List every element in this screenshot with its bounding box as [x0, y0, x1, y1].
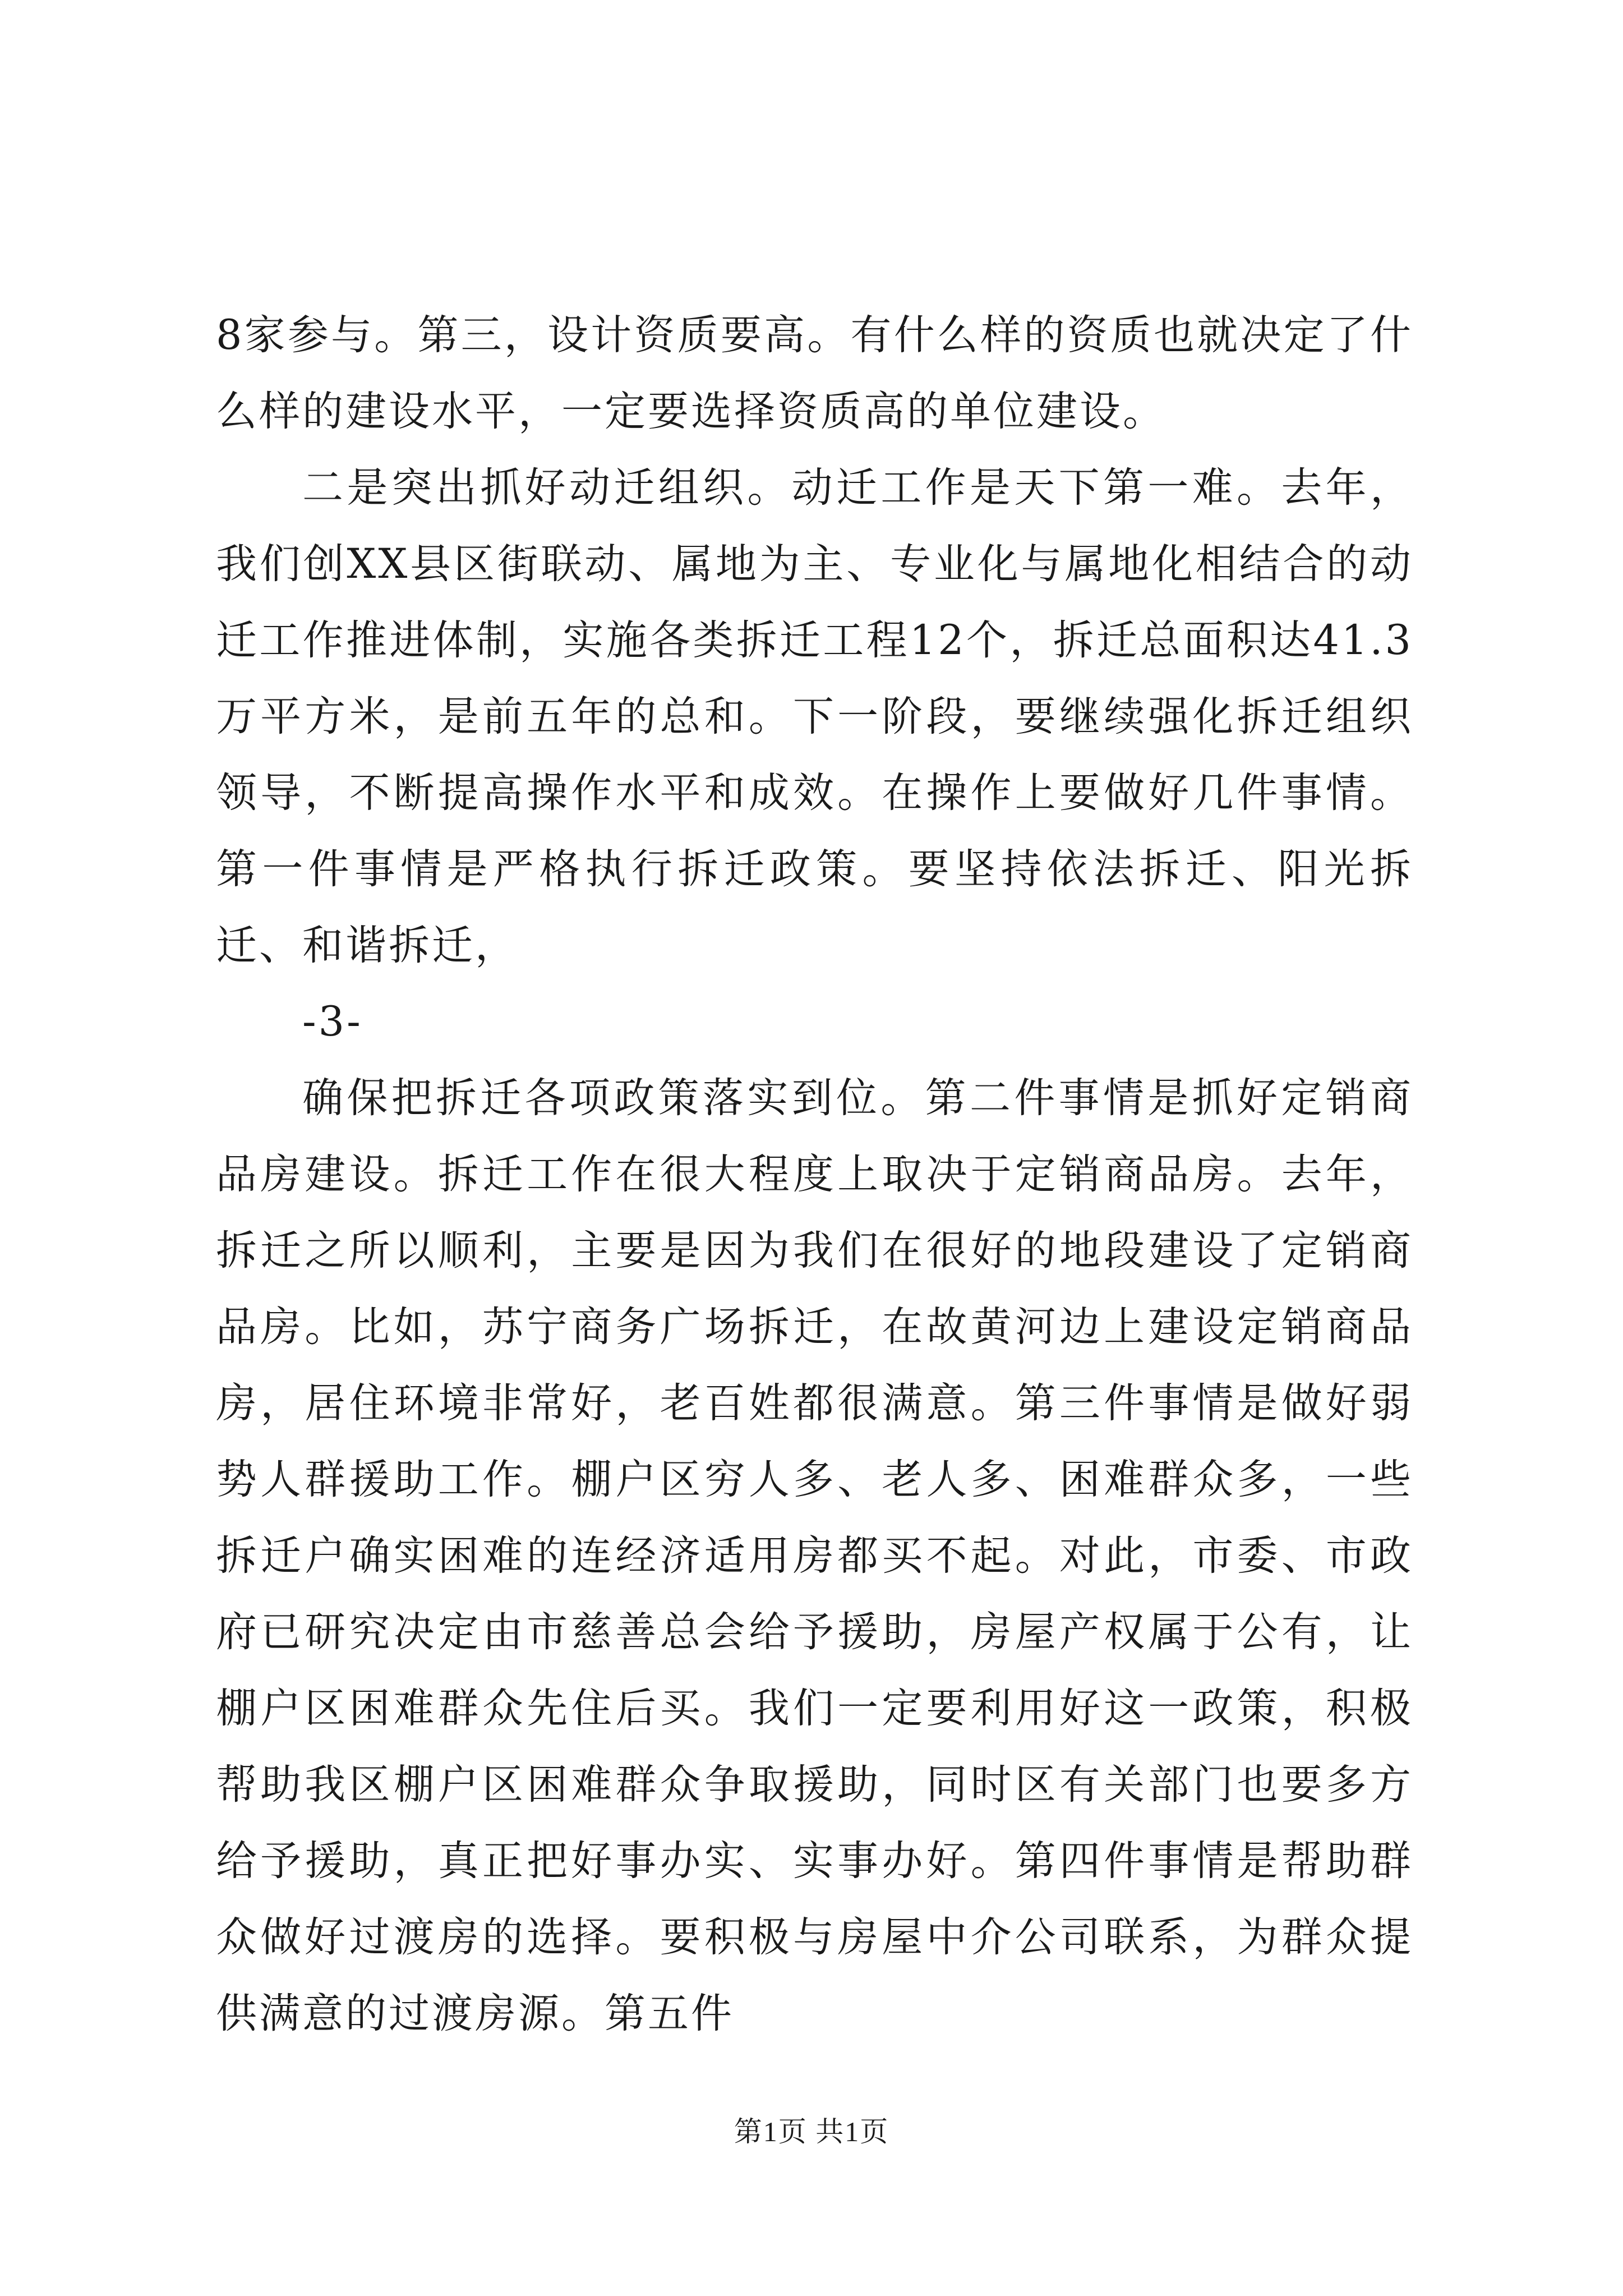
- document-body: [216, 297, 1413, 2052]
- inner-page-number: -3-: [302, 998, 363, 1046]
- page-footer: 第1页 共1页: [734, 2116, 889, 2147]
- paragraph-continuation: 8家参与。第三，设计资质要高。有什么样的资质也就决定了什么样的建设水平，一定要选择资质高的单位建设。: [216, 311, 1413, 435]
- paragraph-policy-implementation: 确保把拆迁各项政策落实到位。第二件事情是抓好定销商品房建设。拆迁工作在很大程度上取决于定销商品房。去年，拆迁之所以顺利，主要是因为我们在很好的地段建设了定销商品房。比如，苏宁商务广场拆迁，在故黄河边上建设定销商品房，居住环境非常好，老百姓都很满意。第三件事情是做好弱势人群援助工作。棚户区穷人多、老人多、困难群众多，一些拆迁户确实困难的连经济适用房都买不起。对此，市委、市政府已研究决定由市慈善总会给予援助，房屋产权属于公有，让棚户区困难群众先住后买。我们一定要利用好这一政策，积极帮助我区棚户区困难群众争取援助，同时区有关部门也要多方给予援助，真正把好事办实、实事办好。第四件事情是帮助群众做好过渡房的选择。要积极与房屋中介公司联系，为群众提供满意的过渡房源。第五件: [216, 1074, 1413, 2037]
- paragraph-demolition-organization: 二是突出抓好动迁组织。动迁工作是天下第一难。去年，我们创XX县区街联动、属地为主、专业化与属地化相结合的动迁工作推进体制，实施各类拆迁工程12个，拆迁总面积达41.3万平方米，是前五年的总和。下一阶段，要继续强化拆迁组织领导，不断提高操作水平和成效。在操作上要做好几件事情。第一件事情是严格执行拆迁政策。要坚持依法拆迁、阳光拆迁、和谐拆迁，: [216, 464, 1413, 969]
